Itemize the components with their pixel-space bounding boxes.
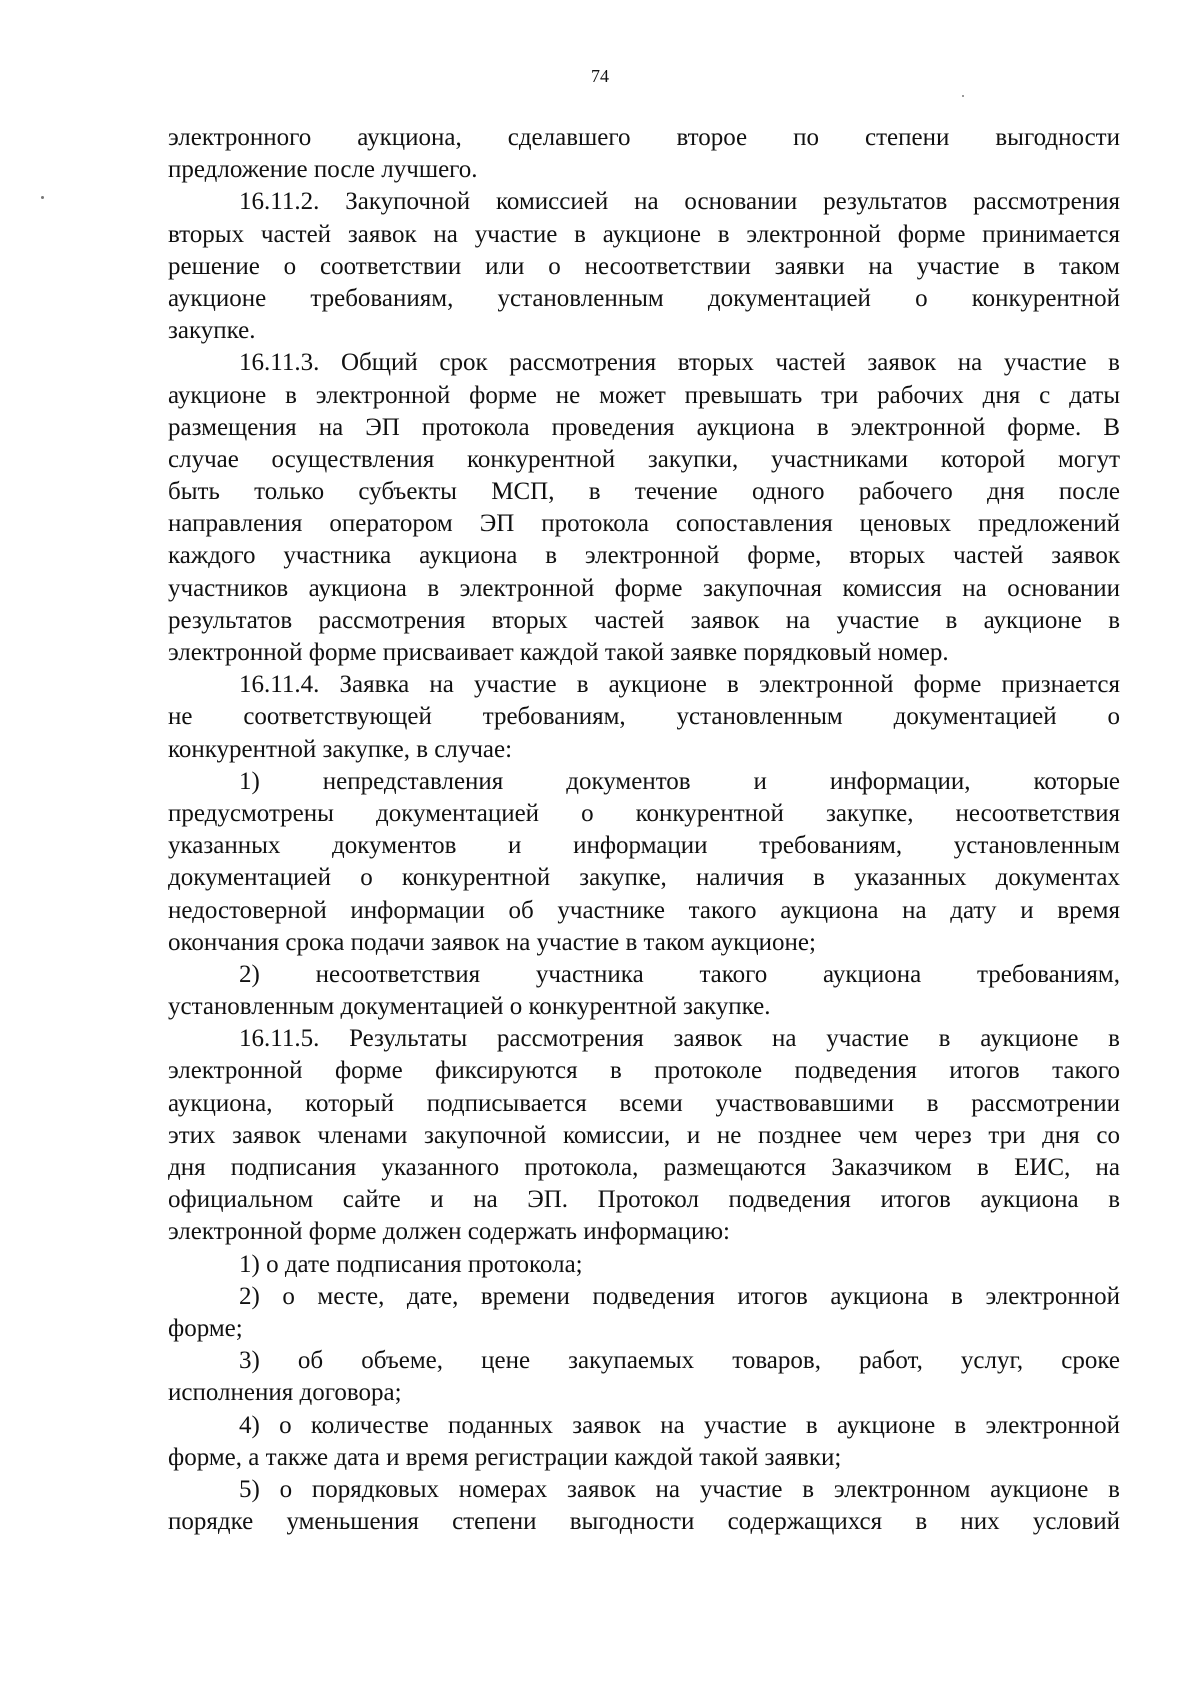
text-line: этих заявок членами закупочной комиссии, и не позднее чем через три дня со: [168, 1121, 1120, 1149]
text-line: указанных документов и информации требованиям, установленным: [168, 832, 1120, 860]
text-line: аукциона, который подписывается всеми участвовавшими в рассмотрении: [168, 1089, 1120, 1117]
text-line: электронной форме фиксируются в протоколе подведения итогов такого: [168, 1057, 1120, 1085]
text-line: окончания срока подачи заявок на участие в таком аукционе;: [168, 928, 816, 956]
text-line: официальном сайте и на ЭП. Протокол подведения итогов аукциона в: [168, 1186, 1120, 1214]
text-line: исполнения договора;: [168, 1379, 402, 1407]
text-line: вторых частей заявок на участие в аукционе в электронной форме принимается: [168, 220, 1120, 248]
text-line: электронной форме присваивает каждой такой заявке порядковый номер.: [168, 639, 949, 666]
text-line: 16.11.2. Закупочной комиссией на основании результатов рассмотрения: [239, 188, 1120, 216]
text-line: аукционе в электронной форме не может превышать три рабочих дня с даты: [168, 381, 1120, 409]
text-line: 5) о порядковых номерах заявок на участие в электронном аукционе в: [239, 1475, 1120, 1503]
text-line: форме;: [168, 1314, 243, 1342]
text-line: 4) о количестве поданных заявок на участие в аукционе в электронной: [239, 1411, 1120, 1439]
text-line: участников аукциона в электронной форме закупочная комиссия на основании: [168, 574, 1120, 602]
text-line: предусмотрены документацией о конкурентной закупке, несоответствия: [168, 799, 1120, 827]
scan-speck: [962, 95, 964, 97]
text-line: 16.11.5. Результаты рассмотрения заявок на участие в аукционе в: [239, 1025, 1120, 1053]
text-line: электронного аукциона, сделавшего второе по степени выгодности: [168, 124, 1120, 151]
text-line: результатов рассмотрения вторых частей заявок на участие в аукционе в: [168, 606, 1120, 634]
text-line: случае осуществления конкурентной закупки, участниками которой могут: [168, 445, 1120, 473]
text-line: дня подписания указанного протокола, размещаются Заказчиком в ЕИС, на: [168, 1154, 1120, 1181]
text-line: 3) об объеме, цене закупаемых товаров, работ, услуг, сроке: [239, 1347, 1120, 1375]
text-line: решение о соответствии или о несоответствии заявки на участие в таком: [168, 252, 1120, 280]
text-line: закупке.: [168, 317, 256, 345]
text-line: предложение после лучшего.: [168, 156, 478, 184]
text-line: установленным документацией о конкурентной закупке.: [168, 993, 771, 1021]
text-line: каждого участника аукциона в электронной форме, вторых частей заявок: [168, 542, 1120, 570]
document-body: [168, 122, 1120, 1538]
page-number: 74: [591, 66, 609, 86]
text-line: быть только субъекты МСП, в течение одного рабочего дня после: [168, 478, 1120, 506]
text-line: недостоверной информации об участнике такого аукциона на дату и время: [168, 896, 1120, 924]
text-line: 16.11.4. Заявка на участие в аукционе в электронной форме признается: [239, 671, 1120, 699]
text-line: конкурентной закупке, в случае:: [168, 735, 513, 763]
text-line: 1) непредставления документов и информации, которые: [239, 767, 1120, 795]
text-line: 16.11.3. Общий срок рассмотрения вторых частей заявок на участие в: [239, 349, 1120, 377]
text-line: форме, а также дата и время регистрации каждой такой заявки;: [168, 1443, 842, 1471]
text-line: 2) о месте, дате, времени подведения итогов аукциона в электронной: [239, 1282, 1120, 1310]
text-line: электронной форме должен содержать информацию:: [168, 1218, 730, 1246]
text-line: размещения на ЭП протокола проведения аукциона в электронной форме. В: [168, 413, 1120, 441]
text-line: порядке уменьшения степени выгодности содержащихся в них условий: [168, 1508, 1120, 1536]
text-line: документацией о конкурентной закупке, наличия в указанных документах: [168, 864, 1120, 892]
text-line: 2) несоответствия участника такого аукциона требованиям,: [239, 960, 1120, 988]
text-line: направления оператором ЭП протокола сопоставления ценовых предложений: [168, 510, 1120, 538]
text-line: не соответствующей требованиям, установленным документацией о: [168, 703, 1120, 731]
text-line: 1) о дате подписания протокола;: [239, 1250, 583, 1278]
text-line: аукционе требованиям, установленным документацией о конкурентной: [168, 284, 1120, 312]
scan-speck: [41, 196, 44, 199]
